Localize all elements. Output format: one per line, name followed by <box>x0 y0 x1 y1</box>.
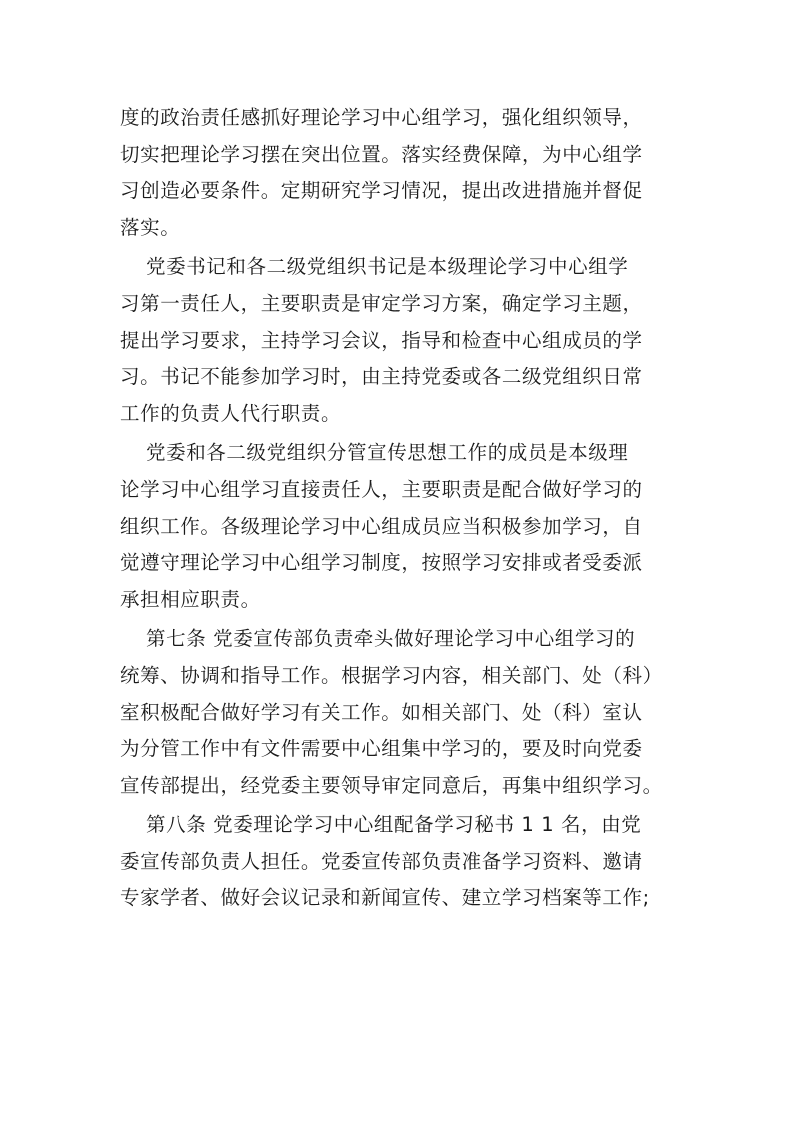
text-line: 度的政治责任感抓好理论学习中心组学习，强化组织领导， <box>120 106 643 129</box>
text-line: 提出学习要求，主持学习会议，指导和检查中心组成员的学 <box>120 328 643 352</box>
text-line: 专家学者、做好会议记录和新闻宣传、建立学习档案等工作; <box>120 886 650 910</box>
document-body <box>120 100 680 917</box>
text-line: 落实。 <box>120 215 181 239</box>
text-line: 习创造必要条件。定期研究学习情况，提出改进措施并督促 <box>120 179 643 203</box>
article-seven-heading-line: 第七条 党委宣传部负责牵头做好理论学习中心组学习的 <box>146 627 636 651</box>
text-line: 觉遵守理论学习中心组学习制度，按照学习安排或者受委派 <box>120 551 643 575</box>
text-line: 宣传部提出，经党委主要领导审定同意后，再集中组织学习。 <box>120 773 663 797</box>
text-line: 统筹、协调和指导工作。根据学习内容，相关部门、处（科） <box>120 663 663 687</box>
text-line: 党委和各二级党组织分管宣传思想工作的成员是本级理 <box>146 441 629 465</box>
text-line: 委宣传部负责人担任。党委宣传部负责准备学习资料、邀请 <box>120 849 643 873</box>
text-line: 切实把理论学习摆在突出位置。落实经费保障，为中心组学 <box>120 142 643 166</box>
text-line: 习。书记不能参加学习时，由主持党委或各二级党组织日常 <box>120 365 643 389</box>
text-line: 承担相应职责。 <box>120 587 261 611</box>
text-line: 组织工作。各级理论学习中心组成员应当积极参加学习，自 <box>120 514 643 538</box>
text-line: 为分管工作中有文件需要中心组集中学习的，要及时向党委 <box>120 737 643 761</box>
text-line: 党委书记和各二级党组织书记是本级理论学习中心组学 <box>146 255 629 279</box>
text-line: 室积极配合做好学习有关工作。如相关部门、处（科）室认 <box>120 700 643 724</box>
text-line: 工作的负责人代行职责。 <box>120 401 342 425</box>
text-line: 习第一责任人，主要职责是审定学习方案，确定学习主题， <box>120 291 643 315</box>
text-line: 论学习中心组学习直接责任人，主要职责是配合做好学习的 <box>120 477 643 501</box>
article-eight-heading-line: 第八条 党委理论学习中心组配备学习秘书 1 1 名，由党 <box>146 813 642 837</box>
